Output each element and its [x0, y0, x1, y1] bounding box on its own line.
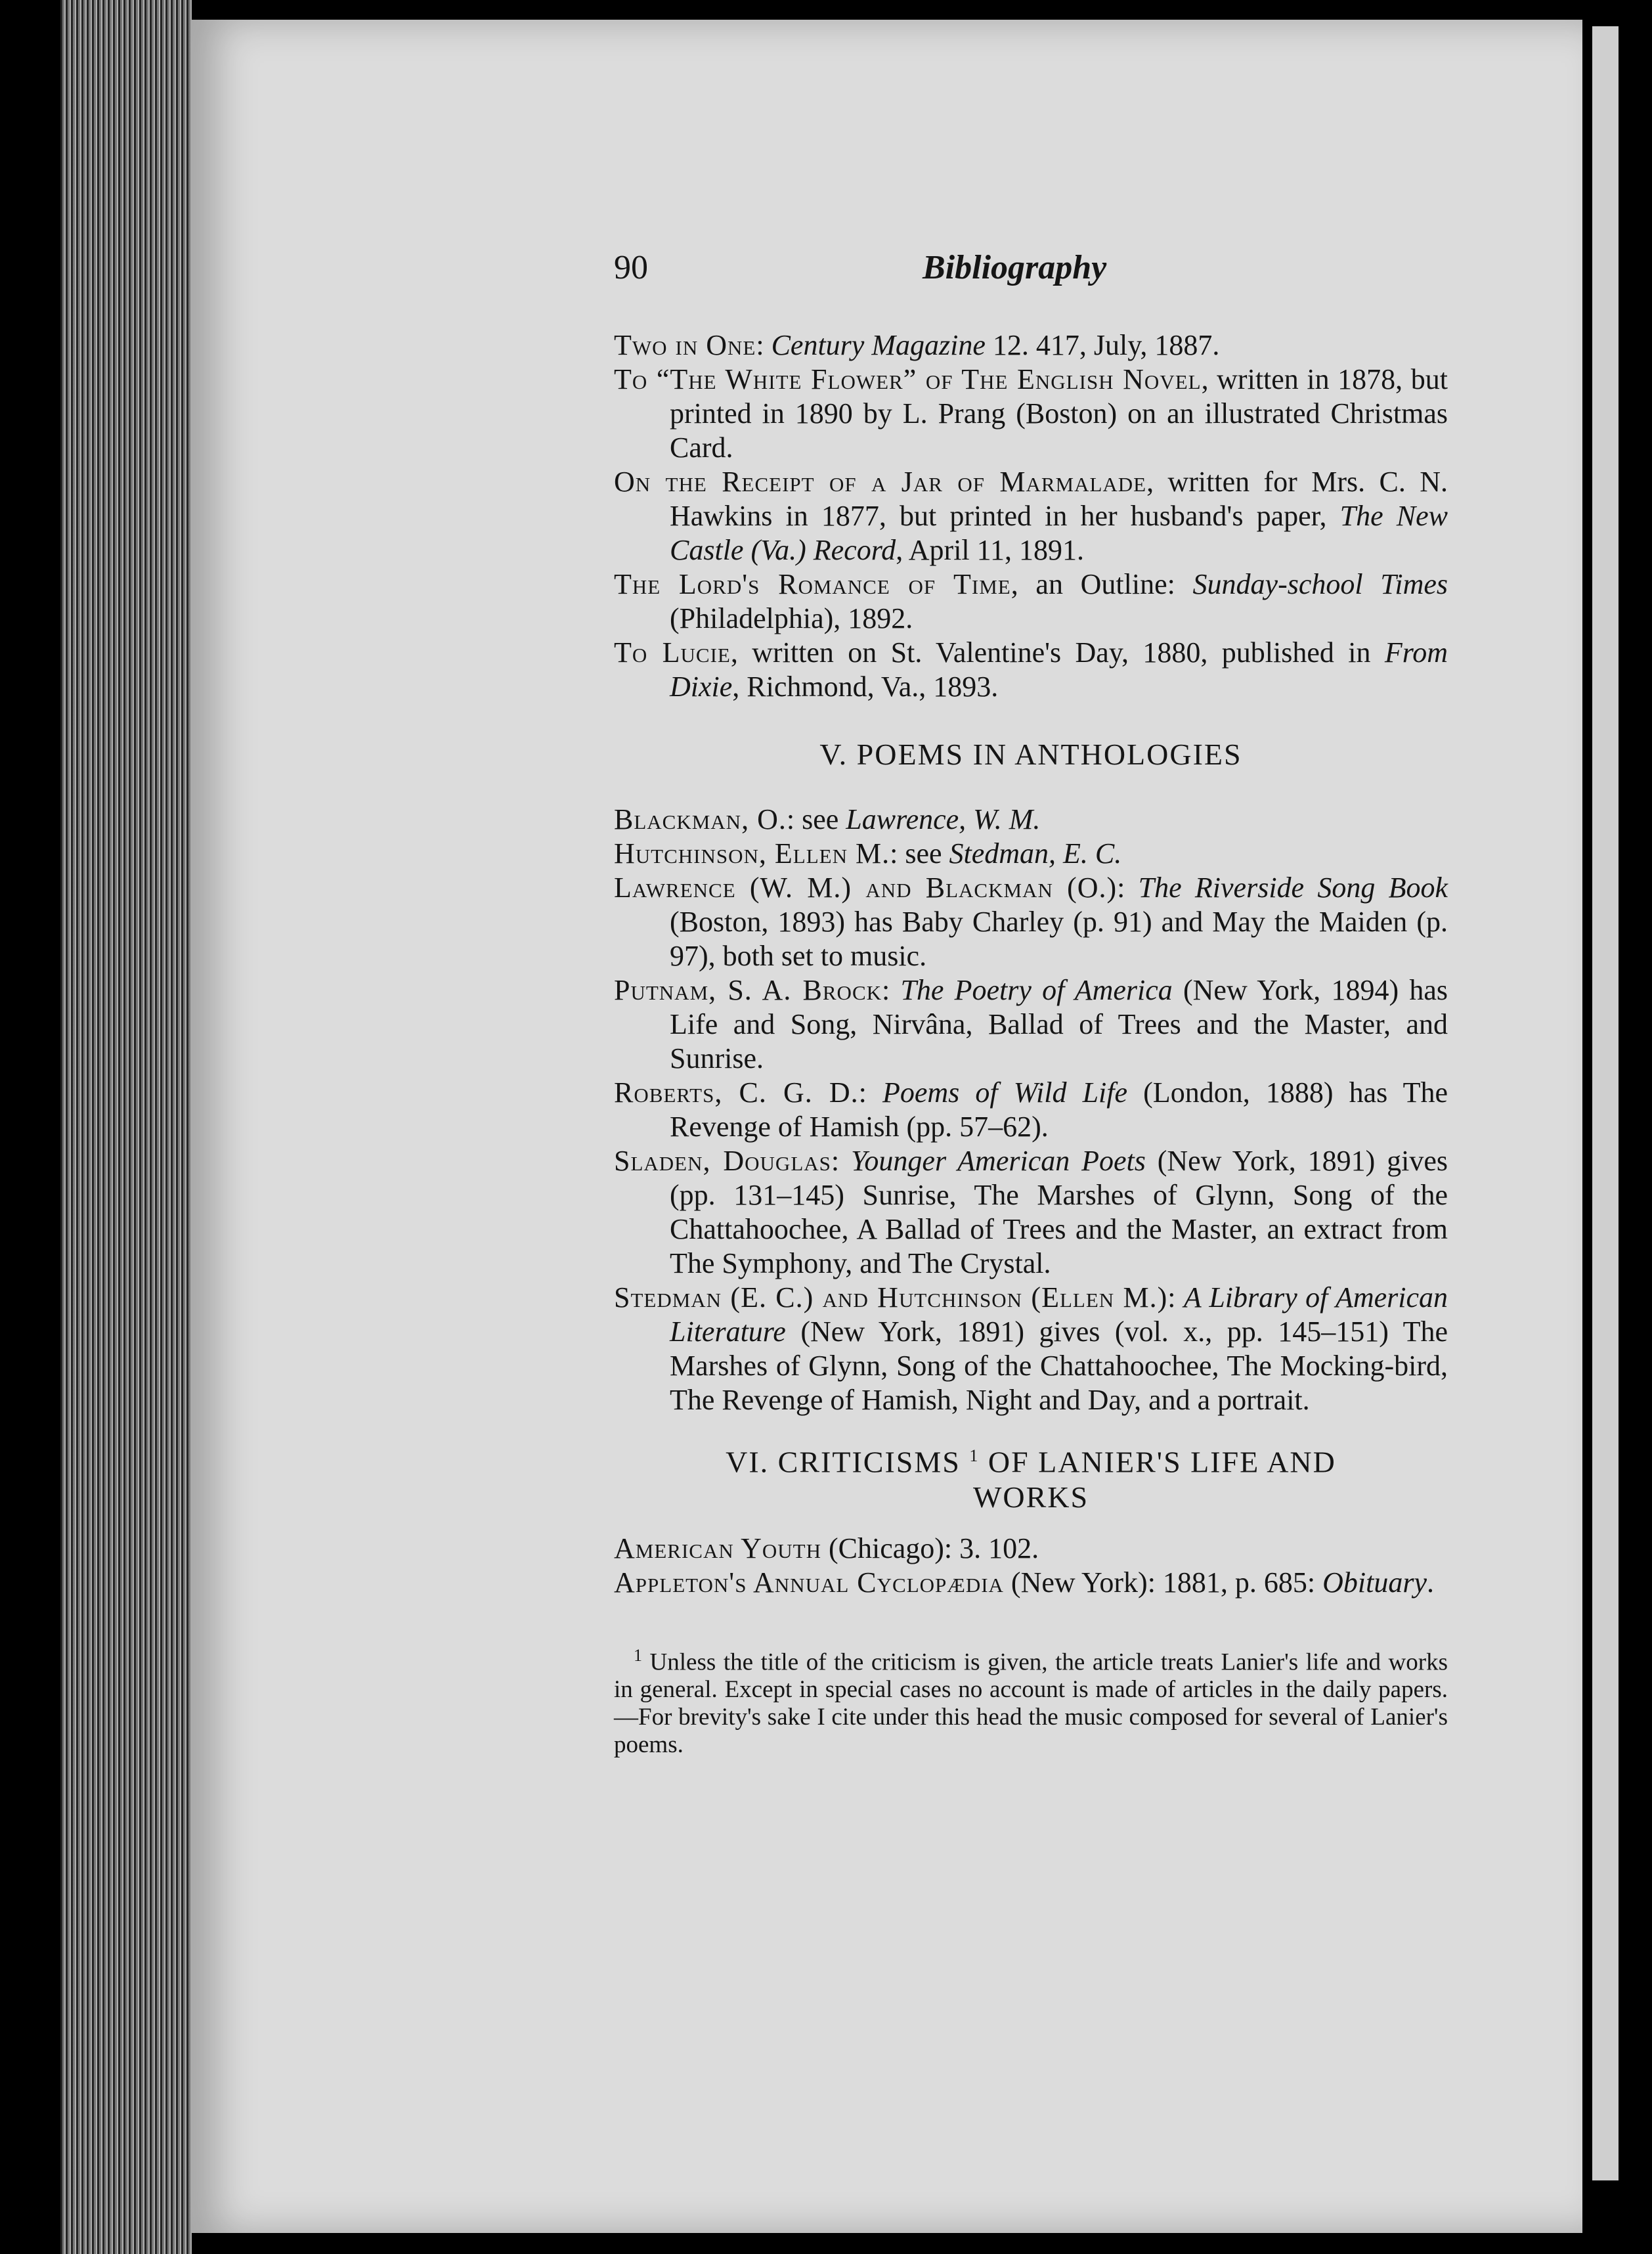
- book-page-edges: [60, 0, 192, 2254]
- section-iv-tail: [614, 328, 1448, 704]
- section-v-entries: [614, 803, 1448, 1417]
- section-heading: VI. CRITICISMS $^1$ OF LANIER'S LIFE AND WORKS: [726, 1445, 1336, 1514]
- bib-entry: Putnam, S. A. Brock: The Poetry of America (New York, 1894) has Life and Song, Nirvâna, Ballad of Trees and the Master, and Sunrise.: [614, 974, 1448, 1074]
- bib-entry: Appleton's Annual Cyclopædia (New York): 1881, p. 685: Obituary.: [614, 1566, 1435, 1599]
- section-heading: V. POEMS IN ANTHOLOGIES: [819, 738, 1242, 771]
- bib-entry: To Lucie, written on St. Valentine's Day, 1880, published in From Dixie, Richmond, Va., 1893.: [614, 636, 1448, 703]
- footnote-mark: 1: [969, 1446, 980, 1465]
- facing-page-edge: [1592, 26, 1619, 2180]
- bib-entry: Stedman (E. C.) and Hutchinson (Ellen M.): A Library of American Literature (New York, 1891) gives (vol. x., pp. 145–151) The Marshes of Glynn, Song of the Chattahoochee, The Mocking-bird, The Revenge of Hamish, Night and Day, and a portrait.: [614, 1281, 1448, 1416]
- bib-entry: To “The White Flower” of The English Novel, written in 1878, but printed in 1890 by L. Prang (Boston) on an illustrated Christmas Card.: [614, 363, 1448, 464]
- bib-entry: The Lord's Romance of Time, an Outline: Sunday-school Times (Philadelphia), 1892.: [614, 568, 1448, 634]
- bib-entry: Blackman, O.: see Lawrence, W. M.: [614, 803, 1041, 835]
- bib-entry: Roberts, C. G. D.: Poems of Wild Life (London, 1888) has The Revenge of Hamish (pp. 57–62).: [614, 1076, 1448, 1143]
- running-title: Bibliography: [923, 249, 1107, 286]
- running-head: [614, 248, 1448, 301]
- bib-entry: Two in One: Century Magazine 12. 417, July, 1887.: [614, 329, 1220, 361]
- footnote: $^1$ Unless the title of the criticism is given, the article treats Lanier's life and works in general. Except in special cases no account is made of articles in the daily papers.—For brevity's sake I cite under this head the music composed for several of Lanier's poems.: [614, 1646, 1448, 1759]
- bib-entry: Hutchinson, Ellen M.: see Stedman, E. C.: [614, 837, 1122, 870]
- bib-entry: Sladen, Douglas: Younger American Poets (New York, 1891) gives (pp. 131–145) Sunrise, The Marshes of Glynn, Song of the Chattahoochee, A Ballad of Trees and the Master, an extract from The Symphony, and The Crystal.: [614, 1145, 1448, 1279]
- bib-entry: On the Receipt of a Jar of Marmalade, written for Mrs. C. N. Hawkins in 1877, but printed in her husband's paper, The New Castle (Va.) Record, April 11, 1891.: [614, 466, 1448, 566]
- section-vi-entries: [614, 1532, 1448, 1600]
- bib-entry: Lawrence (W. M.) and Blackman (O.): The Riverside Song Book (Boston, 1893) has Baby Charley (p. 91) and May the Maiden (p. 97), both set to music.: [614, 872, 1448, 972]
- bib-entry: American Youth (Chicago): 3. 102.: [614, 1532, 1039, 1564]
- page-number: 90: [614, 249, 648, 286]
